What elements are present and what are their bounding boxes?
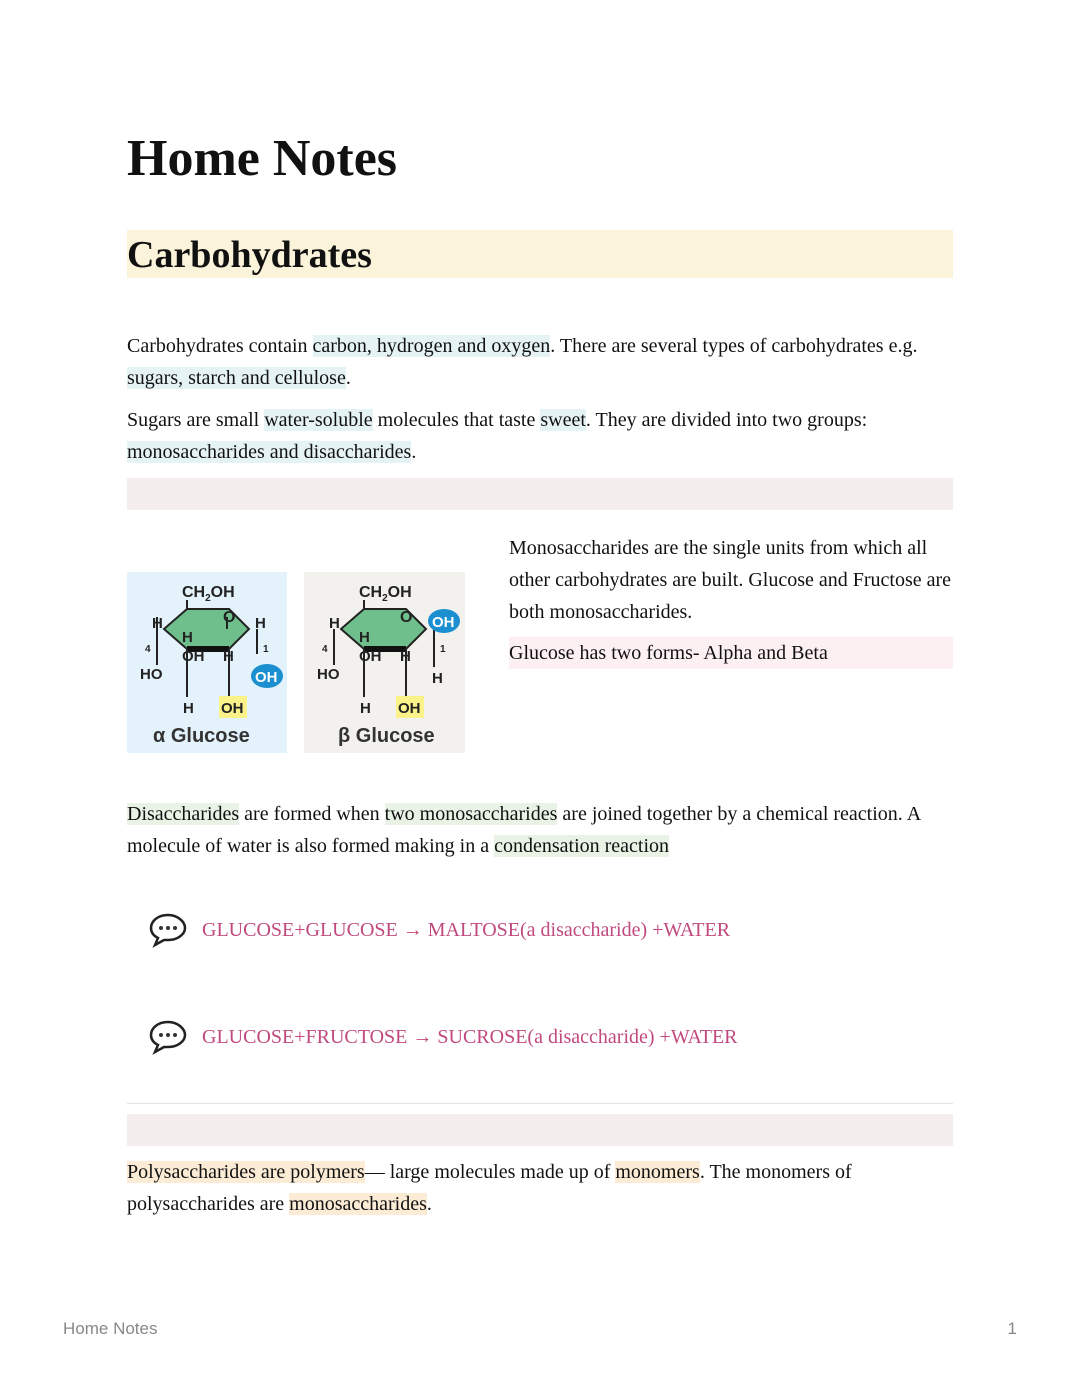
highlight: monosaccharides and disaccharides — [127, 441, 412, 463]
highlight: condensation reaction — [494, 835, 670, 857]
highlight: monomers — [615, 1161, 700, 1183]
text: . The monomers of polysaccharides are — [127, 1161, 852, 1215]
highlight: sweet — [540, 409, 586, 431]
text: Carbohydrates contain — [127, 335, 313, 357]
speech-bubble-icon — [148, 1017, 188, 1057]
callout-maltose — [148, 910, 730, 950]
svg-text:H: H — [400, 648, 411, 665]
text: — large molecules made up of — [364, 1161, 616, 1183]
footer-title: Home Notes — [63, 1319, 158, 1338]
svg-text:H: H — [432, 670, 443, 687]
text: are formed when — [239, 803, 385, 825]
paragraph-composition — [127, 330, 953, 394]
svg-text:CH2OH: $CH_2OH$ — [359, 584, 412, 604]
callout-sucrose — [148, 1017, 738, 1057]
svg-text:β Glucose: β Glucose — [338, 725, 435, 747]
svg-text:H: H — [329, 615, 340, 632]
text: . — [426, 1193, 432, 1215]
svg-text:OH: OH — [255, 669, 278, 686]
svg-text:O: O — [400, 609, 413, 626]
svg-text:4: 4 — [145, 644, 151, 655]
glucose-forms-block — [509, 637, 953, 669]
svg-text:CH2OH: $CH_2OH$ — [182, 584, 235, 604]
highlight: water-soluble — [264, 409, 373, 431]
highlight: Disaccharides — [127, 803, 240, 825]
svg-text:4: 4 — [322, 644, 328, 655]
speech-bubble-icon — [148, 910, 188, 950]
svg-text:H: H — [359, 629, 370, 646]
highlight: sugars, starch and cellulose — [127, 367, 346, 389]
text: . There are several types of carbohydrates e.g. — [550, 335, 918, 357]
divider — [127, 1103, 953, 1104]
text: . They are divided into two groups: — [585, 409, 868, 431]
highlight: carbon, hydrogen and oxygen — [312, 335, 551, 357]
text: are joined together by a chemical reaction. A molecule of water is also formed making in a — [127, 803, 921, 857]
page-title: Home Notes — [127, 130, 398, 187]
glucose-forms-text: Glucose has two forms- Alpha and Beta — [509, 642, 828, 664]
svg-text:OH: OH — [432, 614, 455, 631]
callout-text: GLUCOSE+FRUCTOSE → SUCROSE(a disaccharide) +WATER — [202, 1025, 738, 1048]
monosaccharides-text: Monosaccharides are the single units from which all other carbohydrates are built. Glucose and Fructose are both monosaccharides. — [509, 537, 952, 623]
svg-text:H: H — [360, 700, 371, 717]
callout-text: GLUCOSE+GLUCOSE → MALTOSE(a disaccharide) +WATER — [202, 918, 731, 941]
svg-text:HO: HO — [140, 666, 163, 683]
svg-text:OH: OH — [182, 648, 205, 665]
svg-text:H: H — [183, 700, 194, 717]
svg-text:H: H — [223, 648, 234, 665]
svg-text:α Glucose: α Glucose — [153, 725, 250, 747]
svg-text:OH: OH — [359, 648, 382, 665]
page-number: 1 — [1007, 1319, 1017, 1338]
svg-text:OH: OH — [398, 700, 421, 717]
highlight: Polysaccharides are polymers — [127, 1161, 365, 1183]
paragraph-sugars — [127, 404, 953, 468]
glucose-diagram — [127, 572, 465, 753]
section-heading-carbohydrates — [127, 230, 953, 278]
highlight: two monosaccharides — [384, 803, 558, 825]
paragraph-disaccharides — [127, 798, 957, 862]
highlight: monosaccharides — [289, 1193, 427, 1215]
section-bar — [127, 478, 953, 510]
alpha-glucose-panel — [127, 572, 287, 753]
text: molecules that taste — [372, 409, 541, 431]
svg-text:H: H — [152, 615, 163, 632]
text: Sugars are small — [127, 409, 265, 431]
svg-text:H: H — [182, 629, 193, 646]
svg-text:1: 1 — [440, 644, 446, 655]
svg-text:O: O — [223, 609, 236, 626]
svg-text:OH: OH — [221, 700, 244, 717]
text: . — [411, 441, 417, 463]
section-heading-text: Carbohydrates — [127, 234, 372, 276]
section-bar — [127, 1114, 953, 1146]
beta-glucose-panel — [304, 572, 465, 753]
text: . — [345, 367, 351, 389]
svg-text:H: H — [255, 615, 266, 632]
svg-text:HO: HO — [317, 666, 340, 683]
svg-text:1: 1 — [263, 644, 269, 655]
paragraph-polysaccharides — [127, 1156, 953, 1220]
